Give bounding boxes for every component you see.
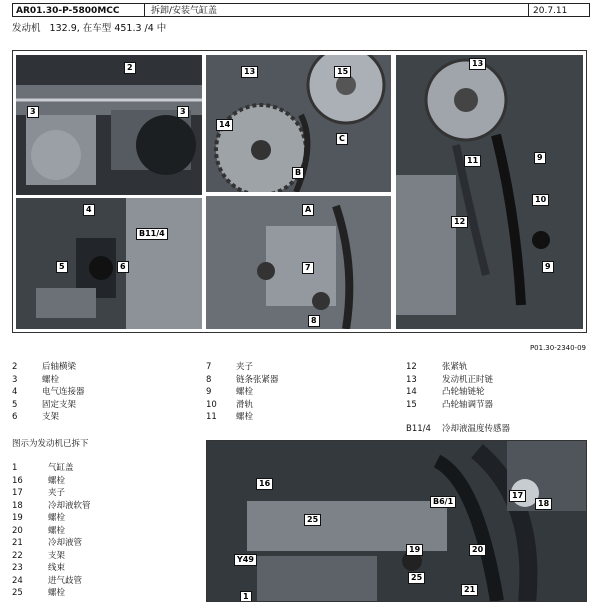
callout-12: 12: [451, 216, 468, 228]
legend-item: 21 冷却液管: [12, 538, 83, 548]
photo-connector: [16, 198, 202, 329]
legend-item: 14 凸轮轴链轮: [406, 387, 485, 397]
doc-code: AR01.30-P-5800MCC: [13, 4, 145, 16]
callout-20: 20: [469, 544, 486, 556]
callout-B11-4: B11/4: [136, 228, 168, 240]
callout-3: 3: [177, 106, 189, 118]
photo-tensioner: [206, 196, 391, 329]
callout-18: 18: [535, 498, 552, 510]
legend-item: 13 发动机正时链: [406, 374, 494, 385]
legend-item: 24 进气歧管: [12, 575, 83, 586]
callout-B: B: [292, 167, 304, 179]
legend-item: 12 张紧轨: [406, 362, 468, 372]
callout-4: 4: [83, 204, 95, 216]
legend-item: 19 螺栓: [12, 513, 66, 523]
callout-1: 1: [240, 591, 252, 602]
photo-camshaft-sprocket: [206, 55, 391, 192]
callout-C: C: [336, 133, 348, 145]
legend-item: 11 螺栓: [206, 412, 254, 422]
legend-item: 3 螺栓: [12, 374, 60, 385]
doc-title: 拆卸/安装气缸盖: [145, 4, 529, 16]
legend-item: B11/4 冷却液温度传感器: [406, 424, 511, 434]
legend-item: 1 气缸盖: [12, 463, 74, 473]
figure-ref-code: P01.30-2340-09: [529, 344, 586, 352]
engine-subtitle: 发动机 132.9, 在车型 451.3 /4 中: [12, 23, 167, 34]
legend-item: 22 支架: [12, 550, 66, 561]
callout-25: 25: [304, 514, 321, 526]
legend-list-2: [12, 462, 202, 600]
legend-item: 23 线束: [12, 563, 66, 573]
photo-tensioner-art: [206, 196, 391, 329]
callout-8: 8: [308, 315, 320, 327]
callout-16: 16: [256, 478, 273, 490]
doc-date: 20.7.11: [533, 6, 568, 16]
photo-cylinder-head-art: [207, 441, 587, 602]
legend-item: 15 凸轮轴调节器: [406, 399, 494, 410]
callout-3: 3: [27, 106, 39, 118]
legend-item: 2 后轴横梁: [12, 362, 77, 372]
legend-item: 5 固定支架: [12, 399, 77, 410]
photo-rear-axle: [16, 55, 202, 195]
legend-item: 25 螺栓: [12, 588, 66, 598]
photo-rear-axle-art: [16, 55, 202, 195]
legend-item: 18 冷却液软管: [12, 500, 91, 511]
legend-item: 8 链条张紧器: [206, 374, 279, 385]
callout-Y49: Y49: [234, 554, 257, 566]
main-figure: [12, 50, 587, 333]
legend-item: 4 电气连接器: [12, 387, 85, 397]
legend-item: 10 滑轨: [206, 399, 254, 410]
legend-item: 20 螺栓: [12, 525, 66, 536]
callout-9: 9: [534, 152, 546, 164]
callout-13: 13: [469, 58, 486, 70]
callout-19: 19: [406, 544, 423, 556]
legend-col2: [206, 361, 396, 424]
legend-item: 17 夹子: [12, 488, 66, 498]
callout-A: A: [302, 204, 314, 216]
callout-17: 17: [509, 490, 526, 502]
photo-timing-chain-art: [396, 55, 583, 329]
callout-2: 2: [124, 62, 136, 74]
callout-14: 14: [216, 119, 233, 131]
photo-timing-chain: [396, 55, 583, 329]
legend-item: 6 支架: [12, 412, 60, 422]
legend-item: 7 夹子: [206, 362, 254, 372]
engine-removed-note: 图示为发动机已拆下: [12, 439, 89, 449]
callout-10: 10: [532, 194, 549, 206]
callout-11: 11: [464, 155, 481, 167]
callout-13: 13: [241, 66, 258, 78]
callout-7: 7: [302, 262, 314, 274]
callout-25: 25: [408, 572, 425, 584]
callout-B6-1: B6/1: [430, 496, 456, 508]
photo-connector-art: [16, 198, 202, 329]
callout-5: 5: [56, 261, 68, 273]
legend-col1: [12, 361, 202, 424]
callout-9: 9: [542, 261, 554, 273]
callout-6: 6: [117, 261, 129, 273]
callout-15: 15: [334, 66, 351, 78]
legend-item: 16 螺栓: [12, 475, 66, 486]
callout-21: 21: [461, 584, 478, 596]
photo-cylinder-head: [206, 440, 587, 602]
legend-col3: [406, 361, 596, 436]
legend-item: 9 螺栓: [206, 387, 254, 397]
document-header: [12, 3, 590, 17]
